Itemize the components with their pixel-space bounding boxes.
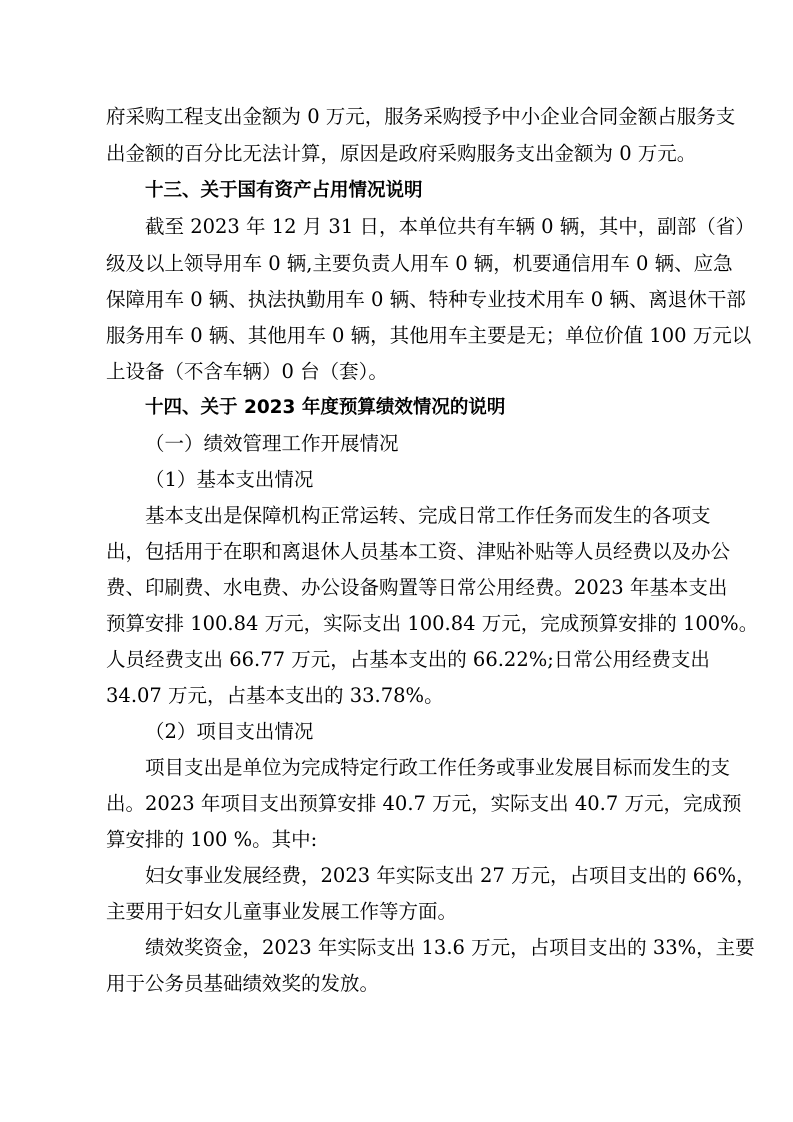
paragraph-line: 算安排的 100 %。其中: — [106, 828, 318, 851]
paragraph-line: 服务用车 0 辆、其他用车 0 辆，其他用车主要是无；单位价值 100 万元以 — [106, 324, 752, 347]
item-title-project: （2）项目支出情况 — [145, 720, 314, 743]
section-heading-14: 十四、关于 2023 年度预算绩效情况的说明 — [145, 397, 506, 418]
paragraph-line: 费、印刷费、水电费、办公设备购置等日常公用经费。2023 年基本支出 — [106, 576, 728, 599]
paragraph-line: 项目支出是单位为完成特定行政工作任务或事业发展目标而发生的支 — [145, 756, 731, 779]
paragraph-line: 用于公务员基础绩效奖的发放。 — [106, 972, 380, 995]
paragraph-line: 出金额的百分比无法计算，原因是政府采购服务支出金额为 0 万元。 — [106, 142, 697, 165]
paragraph-line: 截至 2023 年 12 月 31 日，本单位共有车辆 0 辆，其中，副部（省） — [145, 215, 755, 238]
paragraph-line: 预算安排 100.84 万元，实际支出 100.84 万元，完成预算安排的 100%。 — [106, 612, 759, 635]
paragraph-line: 主要用于妇女儿童事业发展工作等方面。 — [106, 900, 458, 923]
paragraph-line: 级及以上领导用车 0 辆,主要负责人用车 0 辆，机要通信用车 0 辆、应急 — [106, 252, 733, 275]
paragraph-line: 基本支出是保障机构正常运转、完成日常工作任务而发生的各项支 — [145, 504, 711, 527]
paragraph-line: 出，包括用于在职和离退休人员基本工资、津贴补贴等人员经费以及办公 — [106, 540, 731, 563]
paragraph-line: 妇女事业发展经费，2023 年实际支出 27 万元，占项目支出的 66%， — [145, 864, 756, 887]
paragraph-line: 出。2023 年项目支出预算安排 40.7 万元，实际支出 40.7 万元，完成预 — [106, 792, 742, 815]
paragraph-line: 府采购工程支出金额为 0 万元，服务采购授予中小企业合同金额占服务支 — [106, 105, 736, 128]
subsection-heading: （一）绩效管理工作开展情况 — [145, 432, 399, 455]
paragraph-line: 上设备（不含车辆）0 台（套）。 — [106, 360, 388, 383]
paragraph-line: 34.07 万元，占基本支出的 33.78%。 — [106, 684, 444, 707]
item-title-basic: （1）基本支出情况 — [145, 468, 314, 491]
paragraph-line: 人员经费支出 66.77 万元，占基本支出的 66.22%;日常公用经费支出 — [106, 648, 710, 671]
section-heading-13: 十三、关于国有资产占用情况说明 — [145, 180, 423, 201]
paragraph-line: 绩效奖资金，2023 年实际支出 13.6 万元，占项目支出的 33%，主要 — [145, 936, 755, 959]
paragraph-line: 保障用车 0 辆、执法执勤用车 0 辆、特种专业技术用车 0 辆、离退休干部 — [106, 288, 746, 311]
